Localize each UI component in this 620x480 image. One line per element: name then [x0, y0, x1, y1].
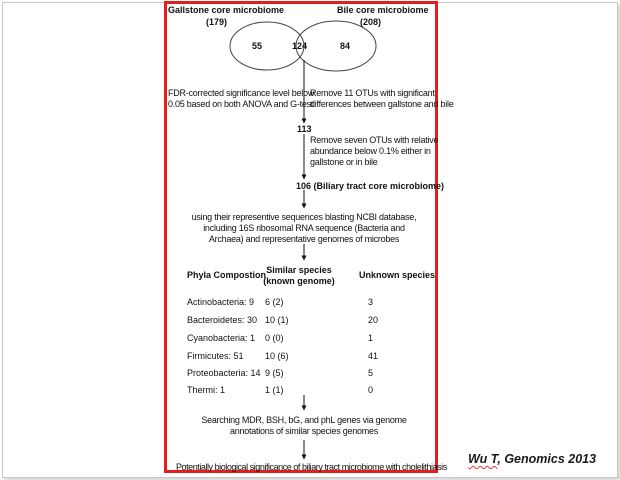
table-row-similar: 0 (0)	[265, 333, 284, 343]
table-row-phylum: Proteobacteria: 14	[187, 368, 261, 378]
table-row-unknown: 41	[368, 351, 379, 361]
table-row-similar: 1 (1)	[265, 385, 284, 395]
table-row-phylum: Bacteroidetes: 30	[187, 315, 258, 325]
table-row-unknown: 5	[368, 368, 374, 378]
table-row-similar: 6 (2)	[265, 297, 284, 307]
biliary-core-title: 106 (Biliary tract core microbiome)	[296, 181, 445, 191]
table-row-similar: 9 (5)	[265, 368, 284, 378]
table-header-phyla: Phyla Compostion	[187, 270, 267, 280]
citation-source: , Genomics 2013	[497, 452, 597, 466]
table-row-phylum: Cyanobacteria: 1	[187, 333, 256, 343]
table-row-unknown: 3	[368, 297, 374, 307]
remove-seven-note-line2: abundance below 0.1% either in	[310, 146, 431, 156]
venn-left-only-value: 55	[252, 41, 263, 51]
remove-11-note-line2: differences between gallstone and bile	[310, 99, 454, 109]
table-header-unknown: Unknown species	[359, 270, 436, 280]
blast-note-line2: including 16S ribosomal RNA sequence (Bacteria and	[203, 223, 405, 233]
blast-note-line3: Archaea) and representative genomes of microbes	[208, 234, 400, 244]
venn-right-title: Bile core microbiome	[337, 5, 429, 15]
venn-right-circle	[296, 21, 376, 71]
table-row-unknown: 0	[368, 385, 374, 395]
remove-11-note-line1: Remove 11 OTUs with significant	[310, 88, 435, 98]
table-row-unknown: 20	[368, 315, 379, 325]
table-row-phylum: Firmicutes: 51	[187, 351, 244, 361]
venn-right-count: (208)	[360, 17, 382, 27]
citation-author: Wu T	[468, 452, 498, 466]
significance-note: Potentially biological significance of biliary tract microbiome with cholelithiasis	[176, 462, 447, 472]
count-113: 113	[297, 124, 312, 134]
table-row-phylum: Thermi: 1	[187, 385, 226, 395]
venn-right-only-value: 84	[340, 41, 351, 51]
remove-seven-note-line3: gallstone or in bile	[310, 157, 378, 167]
fdr-note-line2: 0.05 based on both ANOVA and G-test	[168, 99, 314, 109]
table-row-unknown: 1	[368, 333, 374, 343]
blast-note-line1: using their representive sequences blasting NCBI database,	[191, 212, 417, 222]
table-row-similar: 10 (1)	[265, 315, 289, 325]
table-header-similar-line2: (known genome)	[263, 276, 335, 286]
fdr-note-line1: FDR-corrected significance level below	[168, 88, 315, 98]
venn-left-count: (179)	[206, 17, 228, 27]
table-row-phylum: Actinobacteria: 9	[187, 297, 255, 307]
remove-seven-note-line1: Remove seven OTUs with relative	[310, 135, 439, 145]
search-genes-line2: annotations of similar species genomes	[229, 426, 379, 436]
venn-left-title: Gallstone core microbiome	[168, 5, 285, 15]
table-header-similar-line1: Similar species	[266, 265, 332, 275]
venn-overlap-value: 124	[292, 41, 308, 51]
search-genes-line1: Searching MDR, BSH, bG, and phL genes via genome	[201, 415, 407, 425]
table-row-similar: 10 (6)	[265, 351, 289, 361]
citation	[468, 452, 596, 466]
